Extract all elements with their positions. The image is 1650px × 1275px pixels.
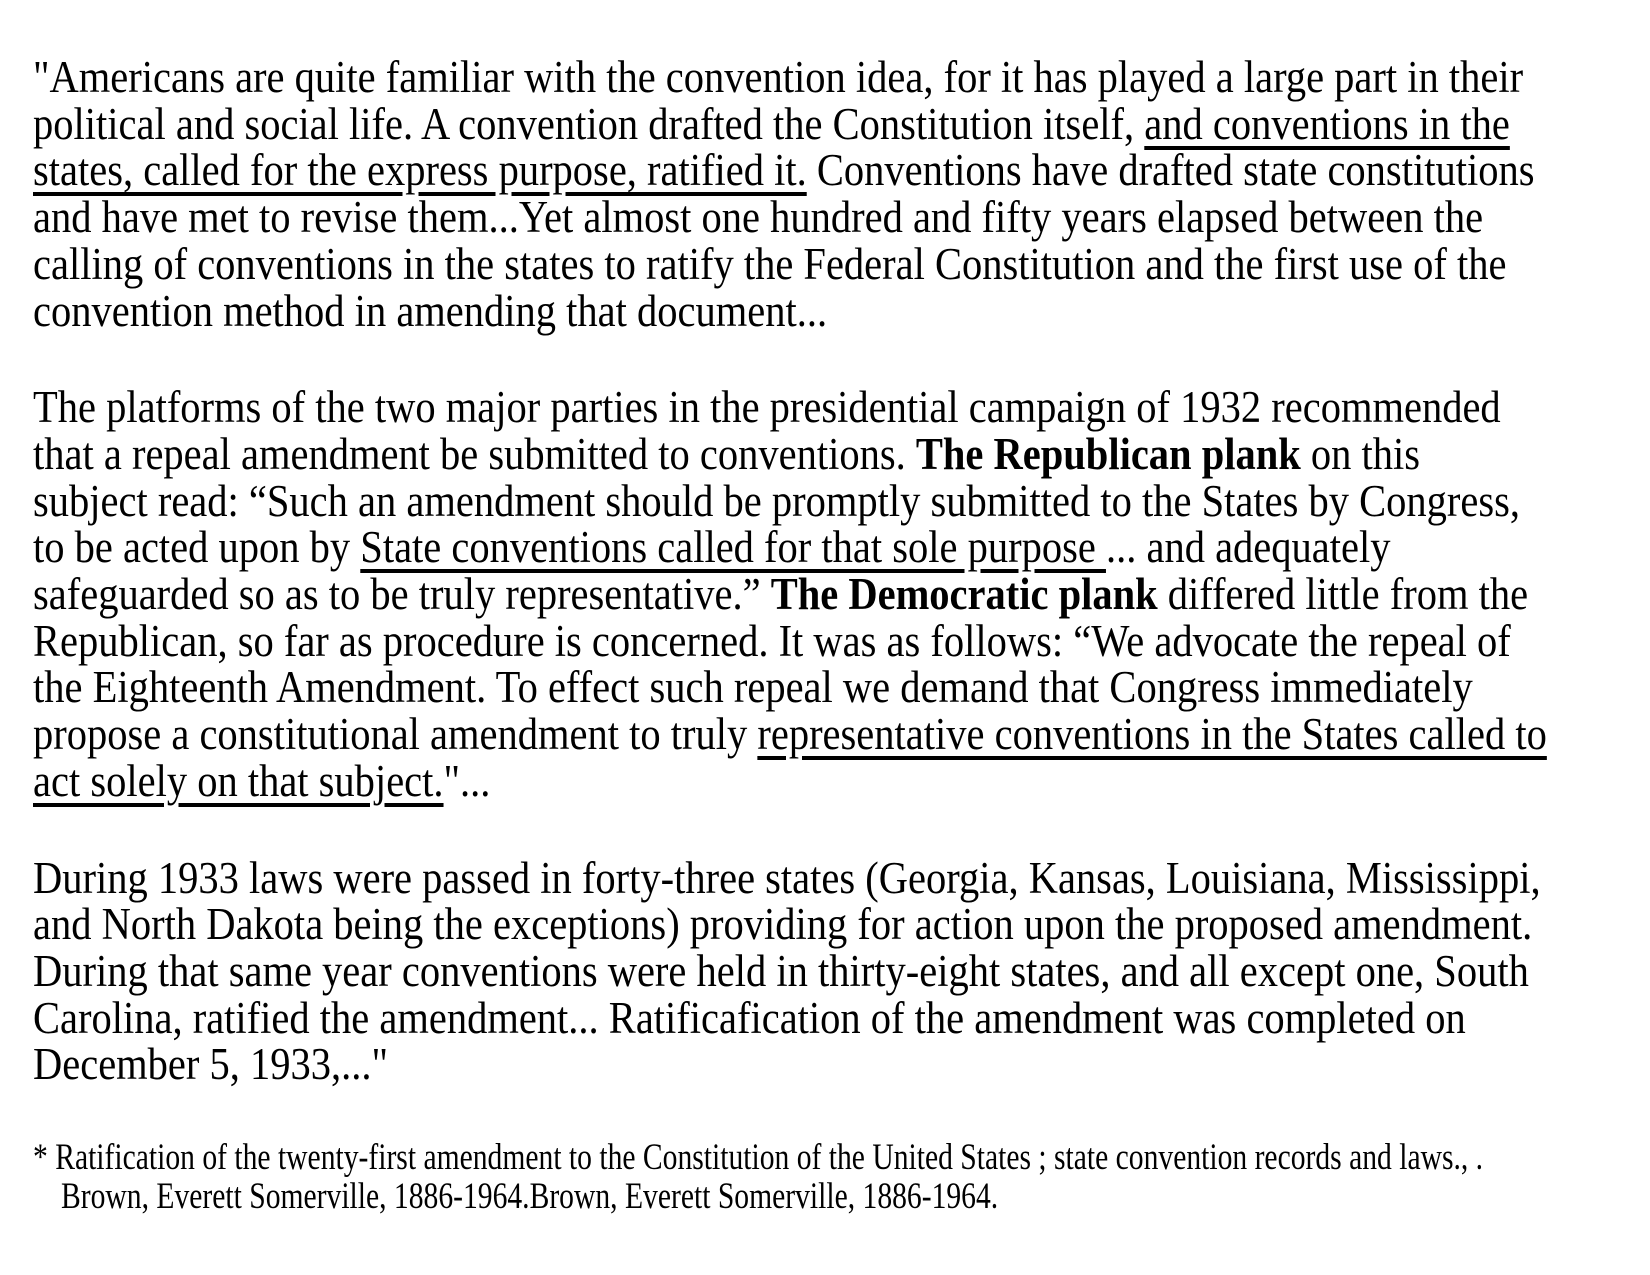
text-line [33, 285, 1650, 336]
text-run: convention method in amending that document... [33, 285, 828, 336]
text-line [33, 711, 1650, 758]
text-run: During that same year conventions were held in thirty-eight states, and all except one, South [33, 945, 1529, 996]
text-run: "Americans are quite familiar with the convention idea, for it has played a large part in their [33, 52, 1524, 102]
text-line [33, 428, 1650, 479]
text-run: Conventions have drafted state constitutions [806, 145, 1535, 196]
text-line [33, 664, 1650, 711]
text-line [33, 475, 1650, 526]
text-line [33, 755, 1650, 806]
footnote-citation [33, 1138, 1633, 1216]
text-run: propose a constitutional amendment to truly [33, 709, 758, 760]
text-line [33, 238, 1650, 289]
text-run: that a repeal amendment be submitted to conventions. [33, 428, 916, 479]
text-line [33, 1041, 1650, 1088]
text-run: December 5, 1933,..." [33, 1039, 389, 1090]
text-line [33, 54, 1650, 101]
bold-text-run: The Democratic plank [770, 569, 1158, 620]
text-run: safeguarded so as to be truly representative.” [33, 569, 771, 620]
text-line [33, 524, 1650, 571]
text-run: ... and adequately [1105, 522, 1391, 573]
text-run: "... [443, 755, 491, 806]
text-run: * Ratification of the twenty-first amendment to the Constitution of the United States ; state convention records and laws., . [33, 1137, 1484, 1179]
text-line [33, 992, 1650, 1043]
text-run: Republican, so far as procedure is concerned. It was as follows: “We advocate the repeal of [33, 615, 1511, 666]
text-line [33, 945, 1650, 996]
underlined-text-run: and conventions in the [1144, 98, 1510, 149]
text-line [33, 1177, 1633, 1216]
text-line [33, 901, 1650, 948]
text-line [33, 147, 1650, 194]
bold-text-run: The Republican plank [915, 428, 1301, 479]
text-run: calling of conventions in the states to ratify the Federal Constitution and the first use of the [33, 238, 1507, 289]
text-line [33, 384, 1650, 431]
underlined-text-run: states, called for the express purpose, ratified it. [33, 145, 807, 196]
text-line [33, 615, 1650, 666]
text-run: subject read: “Such an amendment should be promptly submitted to the States by Congress, [33, 475, 1520, 526]
underlined-text-run: act solely on that subject. [33, 755, 444, 806]
text-run: The platforms of the two major parties in the presidential campaign of 1932 recommended [33, 382, 1501, 433]
text-run: the Eighteenth Amendment. To effect such repeal we demand that Congress immediately [33, 662, 1473, 713]
text-run: During 1933 laws were passed in forty-three states (Georgia, Kansas, Louisiana, Mississippi, [33, 852, 1541, 903]
text-line [33, 194, 1650, 241]
paragraph-platforms-1932 [33, 384, 1650, 804]
underlined-text-run: State conventions called for that sole purpose [360, 522, 1106, 573]
text-run: and have met to revise them...Yet almost one hundred and fifty years elapsed between the [33, 192, 1484, 243]
text-line [33, 852, 1650, 903]
text-run: Brown, Everett Somerville, 1886-1964.Brown, Everett Somerville, 1886-1964. [61, 1176, 999, 1218]
text-run: and North Dakota being the exceptions) providing for action upon the proposed amendment. [33, 899, 1533, 950]
paragraph-ratification-1933 [33, 852, 1650, 1090]
text-run: differed little from the [1157, 569, 1529, 620]
paragraph-quote-intro [33, 54, 1650, 334]
text-line [33, 571, 1650, 618]
text-run: political and social life. A convention drafted the Constitution itself, [33, 98, 1145, 149]
text-run: on this [1300, 428, 1421, 479]
text-run: Carolina, ratified the amendment... Ratificafication of the amendment was completed on [33, 992, 1466, 1043]
text-line [33, 1138, 1633, 1177]
underlined-text-run: representative conventions in the States called to [757, 709, 1547, 760]
text-line [33, 98, 1650, 149]
text-run: to be acted upon by [33, 522, 361, 573]
